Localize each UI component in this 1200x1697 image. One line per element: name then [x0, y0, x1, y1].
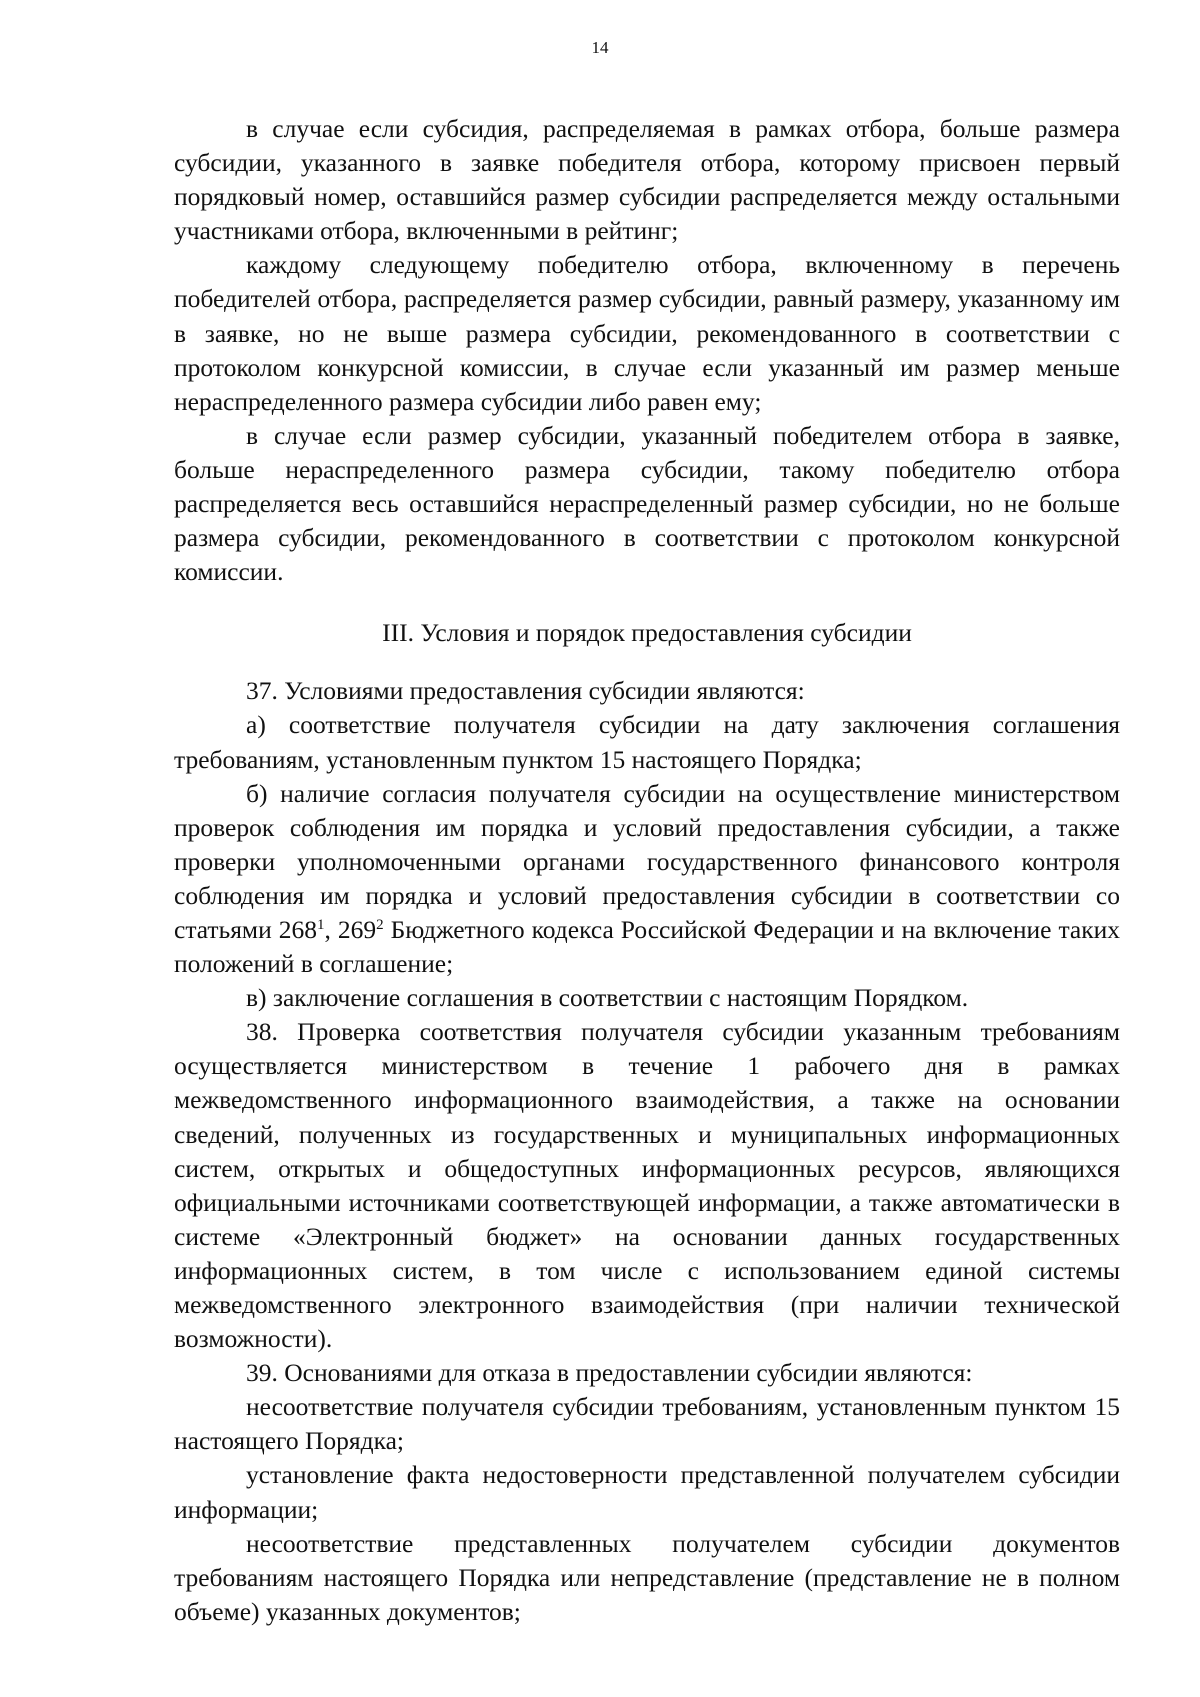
page-number: 14 [591, 38, 609, 57]
paragraph-37b-text-2: , 269 [324, 914, 377, 944]
paragraph-39-item-3: несоответствие представленных получателем субсидии документов требованиям настоящего Порядка или непредставление (представление не в полном объеме) указанных документов; [174, 1528, 1120, 1626]
paragraph-39-item-1: несоответствие получателя субсидии требованиям, установленным пунктом 15 настоящего Порядка; [174, 1392, 1120, 1456]
document-body [174, 112, 1120, 1629]
paragraph-38: 38. Проверка соответствия получателя субсидии указанным требованиям осуществляется министерством в течение 1 рабочего дня в рамках межведомственного информационного взаимодействия, а также на основании сведений, полученных из государственных и муниципальных информационных систем, открытых и общедоступных информационных ресурсов, являющихся официальными источниками соответствующей информации, а также автоматически в системе «Электронный бюджет» на основании данных государственных информационных систем, в том числе с использованием единой системы межведомственного электронного взаимодействия (при наличии технической возможности). [174, 1017, 1120, 1354]
paragraph-37a: а) соответствие получателя субсидии на дату заключения соглашения требованиям, установленным пунктом 15 настоящего Порядка; [174, 710, 1120, 774]
paragraph-next-winner: каждому следующему победителю отбора, включенному в перечень победителей отбора, распределяется размер субсидии, равный размеру, указанному им в заявке, но не выше размера субсидии, рекомендованного в соответствии с протоколом конкурсной комиссии, в случае если указанный им размер меньше нераспределенного размера субсидии либо равен ему; [174, 250, 1120, 416]
paragraph-37b-text-1: б) наличие согласия получателя субсидии на осуществление министерством проверок соблюдения им порядка и условий предоставления субсидии, а также проверки уполномоченными органами государственного финансового контроля соблюдения им порядка и условий предоставления субсидии в соответствии со статьями 268 [174, 778, 1120, 944]
paragraph-39-item-2: установление факта недостоверности представленной получателем субсидии информации; [174, 1460, 1120, 1524]
paragraph-37b-text-3: Бюджетного кодекса Российской Федерации и на включение таких положений в соглашение; [174, 914, 1121, 979]
paragraph-exceeds-remaining: в случае если размер субсидии, указанный победителем отбора в заявке, больше нераспределенного размера субсидии, такому победителю отбора распределяется весь оставшийся нераспределенный размер субсидии, но не больше размера субсидии, рекомендованного в соответствии с протоколом конкурсной комиссии. [174, 420, 1120, 587]
paragraph-39: 39. Основаниями для отказа в предоставлении субсидии являются: [246, 1358, 973, 1388]
paragraph-remaining-subsidy: в случае если субсидия, распределяемая в рамках отбора, больше размера субсидии, указанного в заявке победителя отбора, которому присвоен первый порядковый номер, оставшийся размер субсидии распределяется между остальными участниками отбора, включенными в рейтинг; [174, 114, 1120, 246]
paragraph-37c: в) заключение соглашения в соответствии с настоящим Порядком. [246, 983, 969, 1013]
paragraph-37b [174, 777, 1120, 982]
paragraph-37: 37. Условиями предоставления субсидии являются: [246, 676, 805, 706]
section-heading: III. Условия и порядок предоставления субсидии [382, 618, 912, 648]
superscript-2: 2 [376, 916, 384, 933]
superscript-1: 1 [316, 916, 325, 933]
